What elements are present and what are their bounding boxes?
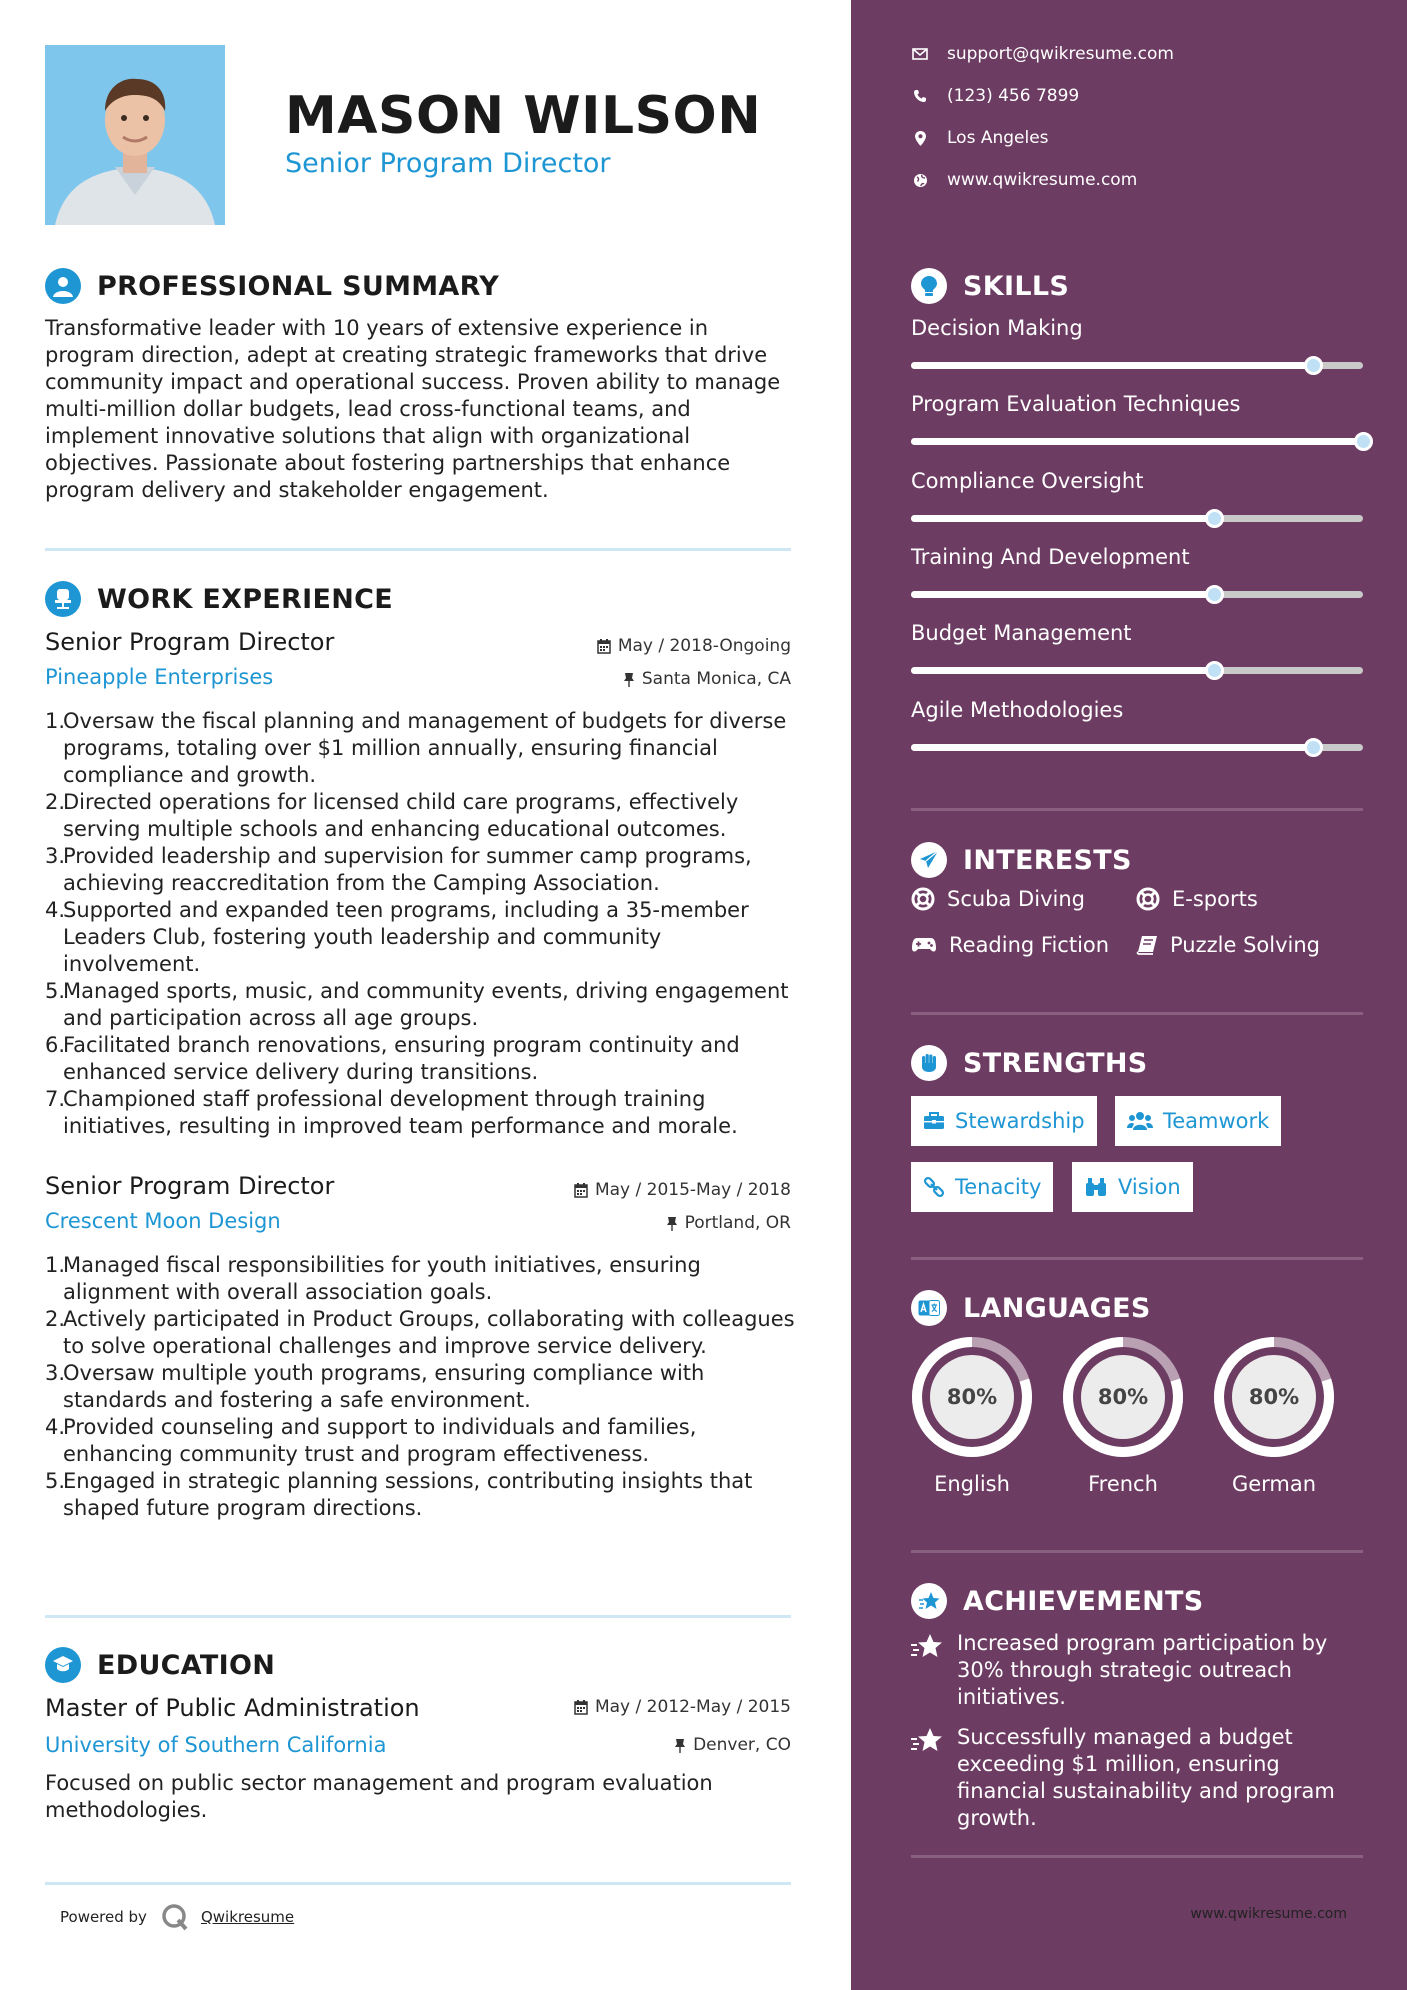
calendar-icon bbox=[574, 1183, 588, 1198]
summary-text: Transformative leader with 10 years of extensive experience in program direction, adept at creating strategic frameworks that drive community impact and operational success. Proven ability to manage multi-million dollar budgets, lead cross-functional teams, and implement innovative solutions that align with organizational objectives. Passionate about fostering partnerships that enhance program delivery and stakeholder engagement. bbox=[45, 316, 781, 502]
education-header bbox=[45, 1645, 275, 1685]
skill-bar bbox=[911, 591, 1363, 598]
job-dates-text: May / 2018-Ongoing bbox=[617, 636, 791, 656]
list-item: Provided leadership and supervision for summer camp programs, achieving reaccreditation from the Camping Association. bbox=[63, 844, 752, 895]
interest-label: Scuba Diving bbox=[947, 887, 1085, 911]
section-divider bbox=[45, 548, 791, 551]
list-item: Engaged in strategic planning sessions, contributing insights that shaped future program directions. bbox=[63, 1469, 753, 1520]
language-ring bbox=[1062, 1336, 1184, 1458]
job-location-text: Santa Monica, CA bbox=[641, 669, 791, 689]
list-item: Supported and expanded teen programs, including a 35-member Leaders Club, fostering youth leadership and community involvement. bbox=[63, 898, 749, 976]
sidebar bbox=[851, 0, 1407, 1990]
interests-header bbox=[911, 840, 1132, 880]
skill-bar bbox=[911, 438, 1363, 445]
strength-chip bbox=[1115, 1096, 1281, 1146]
language-percent: 80% bbox=[1097, 1385, 1149, 1409]
strengths-heading: STRENGTHS bbox=[963, 1047, 1148, 1079]
skills-header bbox=[911, 266, 1069, 306]
skill-bar-fill bbox=[911, 515, 1214, 522]
job-title: Senior Program Director bbox=[45, 1172, 335, 1200]
list-item: Actively participated in Product Groups, collaborating with colleagues to solve operational challenges and improve service delivery. bbox=[63, 1307, 795, 1358]
qwikresume-link[interactable]: Qwikresume bbox=[200, 1908, 295, 1926]
job-dates bbox=[597, 636, 791, 656]
list-item: Provided counseling and support to individuals and families, enhancing community trust and program effectiveness. bbox=[63, 1415, 697, 1466]
achievements-header bbox=[911, 1581, 1204, 1621]
strengths-header bbox=[911, 1043, 1148, 1083]
skill-bar bbox=[911, 667, 1363, 674]
strength-label: Stewardship bbox=[955, 1109, 1085, 1133]
star-icon bbox=[911, 1583, 947, 1619]
job-duties-list bbox=[45, 708, 805, 1140]
job-dates bbox=[574, 1180, 791, 1200]
list-item: Oversaw the fiscal planning and management of budgets for diverse programs, totaling over $1 million annually, ensuring financial compliance and growth. bbox=[63, 709, 787, 787]
list-item: Managed sports, music, and community events, driving engagement and participation across all age groups. bbox=[63, 979, 789, 1030]
list-item: Directed operations for licensed child care programs, effectively serving multiple schools and enhancing educational outcomes. bbox=[63, 790, 739, 841]
skill-bar-fill bbox=[911, 438, 1363, 445]
section-divider bbox=[911, 1855, 1363, 1858]
life-ring-icon bbox=[911, 887, 935, 911]
degree-title: Master of Public Administration bbox=[45, 1694, 420, 1722]
job-dates-text: May / 2015-May / 2018 bbox=[594, 1180, 791, 1200]
school-name: University of Southern California bbox=[45, 1733, 387, 1757]
interest-item bbox=[911, 887, 1085, 911]
globe-icon bbox=[911, 173, 929, 188]
pushpin-icon bbox=[666, 1216, 678, 1231]
footer-url[interactable]: www.qwikresume.com bbox=[1190, 1906, 1347, 1922]
list-item: Managed fiscal responsibilities for youth initiatives, ensuring alignment with overall association goals. bbox=[63, 1253, 701, 1304]
section-divider bbox=[45, 1615, 791, 1618]
interest-item bbox=[1136, 933, 1320, 957]
skill-bar-fill bbox=[911, 744, 1313, 751]
user-icon bbox=[45, 268, 81, 304]
skill-bar-fill bbox=[911, 667, 1214, 674]
skills-heading: SKILLS bbox=[963, 270, 1070, 302]
calendar-icon bbox=[574, 1700, 588, 1715]
education-location-text: Denver, CO bbox=[693, 1735, 791, 1755]
achievement-text: Increased program participation by 30% through strategic outreach initiatives. bbox=[957, 1631, 1328, 1709]
location-text: Los Angeles bbox=[947, 128, 1049, 148]
pushpin-icon bbox=[623, 672, 635, 687]
star-icon bbox=[911, 1726, 943, 1754]
achievement-text: Successfully managed a budget exceeding $1 million, ensuring financial sustainability and program growth. bbox=[957, 1725, 1335, 1830]
skill-bar-knob bbox=[1304, 738, 1323, 757]
phone-text: (123) 456 7899 bbox=[947, 86, 1080, 106]
powered-by bbox=[60, 1903, 294, 1931]
strength-label: Vision bbox=[1118, 1175, 1181, 1199]
language-item bbox=[911, 1336, 1033, 1496]
star-icon bbox=[911, 1632, 943, 1660]
users-icon bbox=[1127, 1111, 1153, 1131]
candidate-title: Senior Program Director bbox=[285, 148, 611, 179]
job-title: Senior Program Director bbox=[45, 628, 335, 656]
education-location bbox=[674, 1735, 791, 1755]
language-item bbox=[1213, 1336, 1335, 1496]
education-dates bbox=[574, 1697, 791, 1717]
achievements-heading: ACHIEVEMENTS bbox=[963, 1585, 1204, 1617]
job-location bbox=[623, 669, 791, 689]
education-dates-text: May / 2012-May / 2015 bbox=[594, 1697, 791, 1717]
skill-bar-knob bbox=[1205, 585, 1224, 604]
company-name: Pineapple Enterprises bbox=[45, 665, 274, 689]
contact-email bbox=[911, 44, 1174, 64]
powered-by-label: Powered by bbox=[60, 1908, 147, 1926]
skill-label: Program Evaluation Techniques bbox=[911, 392, 1241, 416]
language-item bbox=[1062, 1336, 1184, 1496]
paper-plane-icon bbox=[911, 842, 947, 878]
profile-photo bbox=[45, 45, 225, 225]
candidate-name: MASON WILSON bbox=[285, 86, 762, 146]
interests-heading: INTERESTS bbox=[963, 844, 1132, 876]
education-heading: EDUCATION bbox=[97, 1649, 276, 1681]
language-percent: 80% bbox=[946, 1385, 998, 1409]
language-name: German bbox=[1231, 1472, 1317, 1496]
contact-location bbox=[911, 128, 1049, 148]
language-percent: 80% bbox=[1248, 1385, 1300, 1409]
strength-chip bbox=[911, 1096, 1097, 1146]
languages-header bbox=[911, 1288, 1151, 1328]
skill-bar-fill bbox=[911, 591, 1214, 598]
list-item: Facilitated branch renovations, ensuring program continuity and enhanced service delivery during transitions. bbox=[63, 1033, 740, 1084]
language-name: French bbox=[1088, 1472, 1158, 1496]
interest-label: Puzzle Solving bbox=[1170, 933, 1320, 957]
chair-icon bbox=[45, 581, 81, 617]
skill-label: Agile Methodologies bbox=[911, 698, 1124, 722]
interest-label: Reading Fiction bbox=[949, 933, 1110, 957]
skill-bar-fill bbox=[911, 362, 1313, 369]
company-name: Crescent Moon Design bbox=[45, 1209, 281, 1233]
strength-label: Tenacity bbox=[955, 1175, 1042, 1199]
skill-bar-knob bbox=[1304, 356, 1323, 375]
achievement-item bbox=[911, 1724, 1371, 1832]
fist-icon bbox=[911, 1045, 947, 1081]
life-ring-icon bbox=[1136, 887, 1160, 911]
job-location-text: Portland, OR bbox=[684, 1213, 791, 1233]
skill-bar bbox=[911, 362, 1363, 369]
skill-bar-knob bbox=[1205, 661, 1224, 680]
interest-label: E-sports bbox=[1172, 887, 1258, 911]
section-divider bbox=[911, 1257, 1363, 1260]
experience-header bbox=[45, 579, 393, 619]
website-text[interactable]: www.qwikresume.com bbox=[947, 170, 1138, 190]
achievement-item bbox=[911, 1630, 1371, 1711]
strength-label: Teamwork bbox=[1163, 1109, 1270, 1133]
education-description: Focused on public sector management and program evaluation methodologies. bbox=[45, 1771, 713, 1822]
job-duties-list bbox=[45, 1252, 805, 1522]
language-ring bbox=[911, 1336, 1033, 1458]
skill-bar bbox=[911, 515, 1363, 522]
strength-chip bbox=[911, 1162, 1053, 1212]
pushpin-icon bbox=[674, 1738, 686, 1753]
skill-bar-knob bbox=[1205, 509, 1224, 528]
language-name: English bbox=[934, 1472, 1010, 1496]
contact-phone bbox=[911, 86, 1079, 106]
job-location bbox=[666, 1213, 791, 1233]
envelope-icon bbox=[911, 48, 929, 60]
section-divider bbox=[45, 1882, 791, 1885]
section-divider bbox=[911, 1550, 1363, 1553]
gamepad-icon bbox=[911, 936, 937, 954]
language-ring bbox=[1213, 1336, 1335, 1458]
languages-heading: LANGUAGES bbox=[963, 1292, 1151, 1324]
summary-heading: PROFESSIONAL SUMMARY bbox=[97, 270, 500, 302]
skill-bar-knob bbox=[1354, 432, 1373, 451]
skill-label: Training And Development bbox=[911, 545, 1190, 569]
lightbulb-icon bbox=[911, 268, 947, 304]
phone-icon bbox=[911, 89, 929, 103]
calendar-icon bbox=[597, 639, 611, 654]
email-text[interactable]: support@qwikresume.com bbox=[947, 44, 1174, 64]
skill-label: Decision Making bbox=[911, 316, 1083, 340]
skill-label: Budget Management bbox=[911, 621, 1132, 645]
map-marker-icon bbox=[911, 131, 929, 146]
book-icon bbox=[1136, 935, 1158, 955]
section-divider bbox=[911, 1012, 1363, 1015]
link-icon bbox=[923, 1176, 945, 1198]
translate-icon bbox=[911, 1290, 947, 1326]
skill-bar bbox=[911, 744, 1363, 751]
binoculars-icon bbox=[1084, 1177, 1108, 1197]
qwikresume-logo-icon bbox=[161, 1903, 189, 1931]
list-item: Championed staff professional development through training initiatives, resulting in improved team performance and morale. bbox=[63, 1087, 738, 1138]
graduation-icon bbox=[45, 1647, 81, 1683]
briefcase-icon bbox=[923, 1112, 945, 1130]
section-divider bbox=[911, 808, 1363, 811]
strength-chip bbox=[1072, 1162, 1193, 1212]
summary-header bbox=[45, 266, 499, 306]
interest-item bbox=[911, 933, 1109, 957]
skill-label: Compliance Oversight bbox=[911, 469, 1144, 493]
list-item: Oversaw multiple youth programs, ensuring compliance with standards and fostering a safe environment. bbox=[63, 1361, 705, 1412]
experience-heading: WORK EXPERIENCE bbox=[97, 583, 393, 615]
interest-item bbox=[1136, 887, 1258, 911]
contact-website bbox=[911, 170, 1137, 190]
